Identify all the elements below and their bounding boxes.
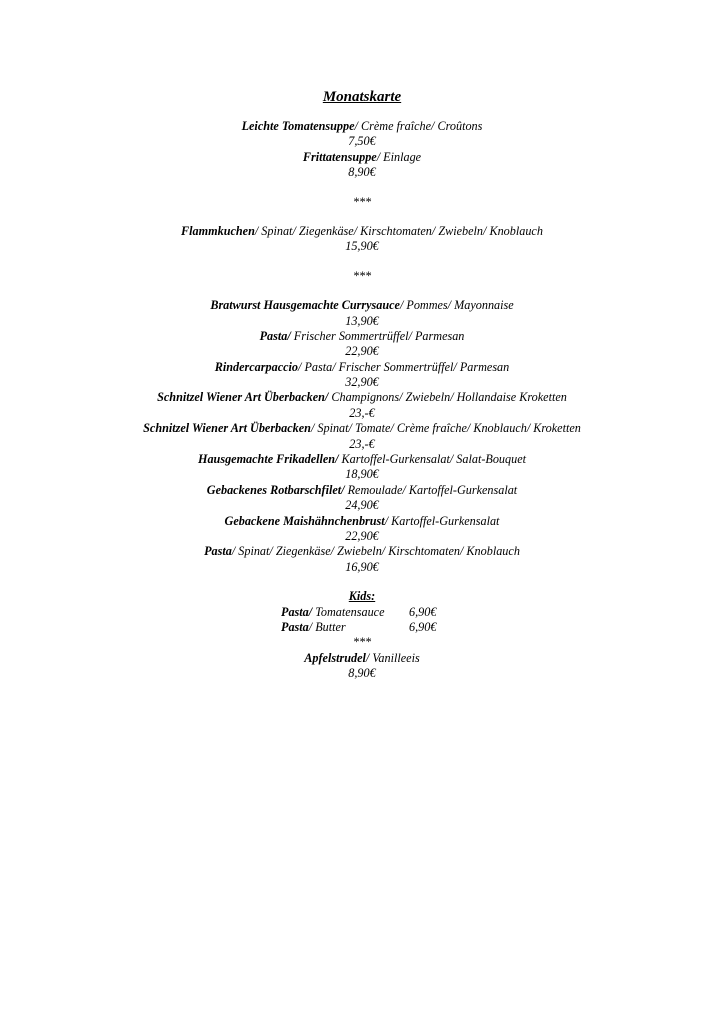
item-name: Gebackene Maishähnchenbrust xyxy=(224,513,385,528)
kids-item xyxy=(0,620,724,635)
item-description: / Vanilleeis xyxy=(365,650,420,665)
item-price: 6,90€ xyxy=(409,604,437,619)
menu-item xyxy=(0,224,724,239)
menu-item xyxy=(0,298,724,313)
item-price: 22,90€ xyxy=(345,344,379,359)
item-description: / Crème fraîche/ Croûtons xyxy=(354,119,483,133)
item-price: 24,90€ xyxy=(345,498,379,513)
item-price: 23,-€ xyxy=(349,436,375,451)
item-name: Pasta xyxy=(281,619,309,634)
menu-item xyxy=(0,544,724,559)
item-description: / Butter xyxy=(308,619,346,634)
menu-item xyxy=(0,119,724,134)
item-name: Schnitzel Wiener Art Überbacken/ xyxy=(157,390,329,405)
section-separator: *** xyxy=(352,635,372,650)
menu-item xyxy=(0,390,724,405)
item-description: / Kartoffel-Gurkensalat xyxy=(384,513,500,528)
menu-item xyxy=(0,421,724,436)
item-price: 8,90€ xyxy=(348,666,376,681)
item-description: / Pommes/ Mayonnaise xyxy=(399,298,514,313)
item-name: Rindercarpaccio xyxy=(214,359,299,374)
item-name: Pasta xyxy=(204,544,232,559)
item-price: 7,50€ xyxy=(348,134,376,149)
item-description: Champignons/ Zwiebeln/ Hollandaise Kroketten xyxy=(328,390,567,405)
item-price: 22,90€ xyxy=(345,528,379,543)
item-name: Hausgemachte Frikadellen/ xyxy=(197,452,339,467)
item-description: / Einlage xyxy=(376,149,422,164)
item-description: / Pasta/ Frischer Sommertrüffel/ Parmesan xyxy=(298,359,510,374)
item-price: 8,90€ xyxy=(348,165,376,180)
item-price: 15,90€ xyxy=(345,239,379,254)
item-name: Pasta/ xyxy=(259,328,291,343)
item-price: 32,90€ xyxy=(345,375,379,390)
item-description: Kartoffel-Gurkensalat/ Salat-Bouquet xyxy=(338,452,527,467)
item-name: Frittatensuppe xyxy=(302,149,377,164)
item-description: / Spinat/ Ziegenkäse/ Kirschtomaten/ Zwiebeln/ Knoblauch xyxy=(254,223,543,238)
menu-item xyxy=(0,483,724,498)
kids-section-title: Kids: xyxy=(348,589,376,604)
item-name: Apfelstrudel xyxy=(304,650,366,665)
menu-item xyxy=(0,452,724,467)
item-price: 18,90€ xyxy=(345,467,379,482)
menu-item xyxy=(0,360,724,375)
item-description: Remoulade/ Kartoffel-Gurkensalat xyxy=(344,482,518,497)
menu-item xyxy=(0,514,724,529)
item-price: 6,90€ xyxy=(409,619,437,634)
section-separator: *** xyxy=(352,194,372,209)
item-name: Leichte Tomatensuppe xyxy=(241,119,355,133)
item-price: 13,90€ xyxy=(345,313,379,328)
kids-item xyxy=(0,605,724,620)
menu-title: Monatskarte xyxy=(322,89,402,105)
item-description: / Spinat/ Tomate/ Crème fraîche/ Knoblauch/ Kroketten xyxy=(310,421,581,436)
menu-item xyxy=(0,150,724,165)
item-name: Bratwurst Hausgemachte Currysauce xyxy=(210,298,400,313)
item-description: / Spinat/ Ziegenkäse/ Zwiebeln/ Kirschtomaten/ Knoblauch xyxy=(231,544,520,559)
item-name: Pasta/ xyxy=(281,604,313,619)
section-separator: *** xyxy=(352,268,372,283)
item-price: 23,-€ xyxy=(349,405,375,420)
item-name: Schnitzel Wiener Art Überbacken xyxy=(143,421,311,436)
dessert-item xyxy=(0,651,724,666)
item-price: 16,90€ xyxy=(345,559,379,574)
menu-item xyxy=(0,329,724,344)
item-name: Flammkuchen xyxy=(181,223,255,238)
item-description: Tomatensauce xyxy=(312,604,385,619)
menu-list xyxy=(0,119,724,682)
item-name: Gebackenes Rotbarschfilet/ xyxy=(206,482,345,497)
item-description: Frischer Sommertrüffel/ Parmesan xyxy=(290,328,465,343)
